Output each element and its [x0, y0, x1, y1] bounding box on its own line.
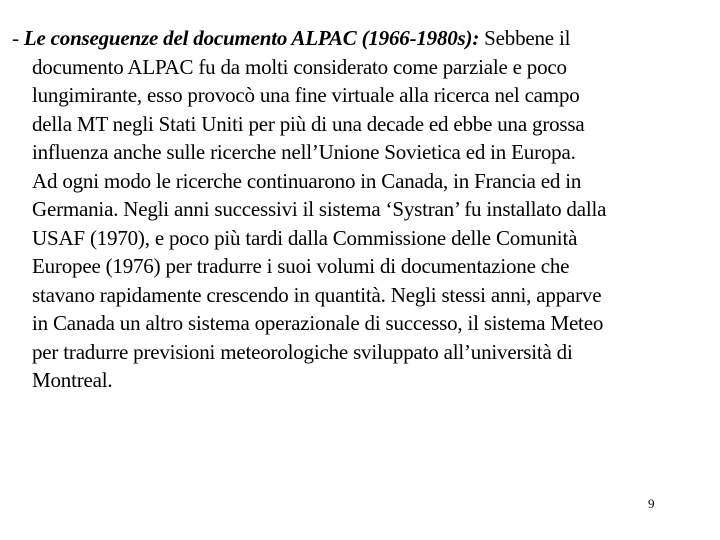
- body-line: [12, 24, 606, 53]
- page-number: 9: [648, 496, 655, 511]
- body-line: Ad ogni modo le ricerche continuarono in Canada, in Francia ed in: [32, 168, 582, 193]
- body-line: della MT negli Stati Uniti per più di una decade ed ebbe una grossa: [32, 111, 585, 136]
- body-line: Montreal.: [32, 368, 113, 392]
- body-line: Germania. Negli anni successivi il sistema ‘Systran’ fu installato dalla: [32, 197, 607, 221]
- body-line: Europee (1976) per tradurre i suoi volumi di documentazione che: [32, 254, 570, 278]
- slide-body: [12, 24, 606, 395]
- body-line: documento ALPAC fu da molti considerato come parziale e poco: [32, 54, 567, 79]
- body-line: per tradurre previsioni meteorologiche sviluppato all’università di: [32, 339, 573, 364]
- body-line: stavano rapidamente crescendo in quantità. Negli stessi anni, apparve: [32, 282, 602, 307]
- body-line: USAF (1970), e poco più tardi dalla Commissione delle Comunità: [32, 225, 578, 250]
- heading: Le conseguenze del documento ALPAC (1966-1980s):: [23, 26, 480, 50]
- body-text: Sebbene il: [479, 26, 571, 50]
- body-line: in Canada un altro sistema operazionale di successo, il sistema Meteo: [32, 311, 604, 335]
- body-line: influenza anche sulle ricerche nell’Unione Sovietica ed in Europa.: [32, 140, 576, 164]
- body-line: lungimirante, esso provocò una fine virtuale alla ricerca nel campo: [32, 83, 580, 107]
- bullet: -: [12, 26, 24, 50]
